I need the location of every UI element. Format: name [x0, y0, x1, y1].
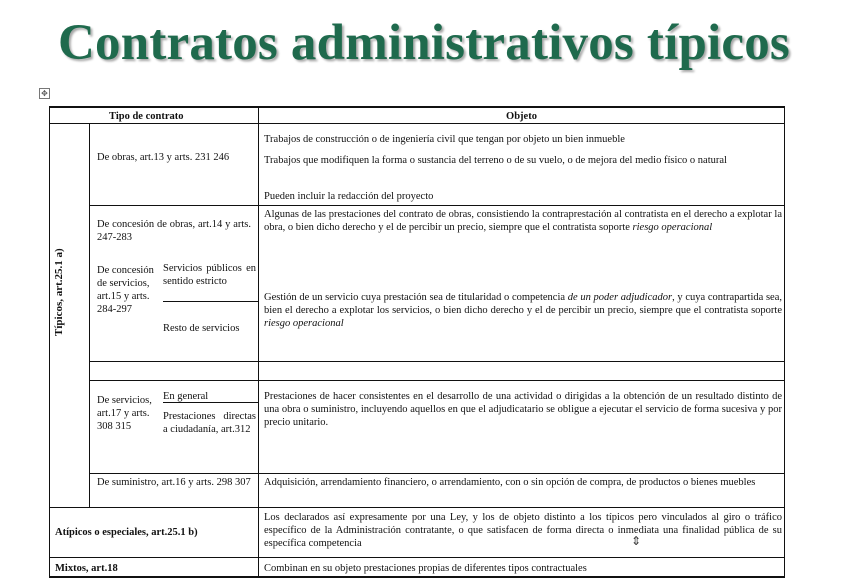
resto-servicios-label: Resto de servicios — [163, 323, 240, 334]
concesion-servicios-objeto: Gestión de un servicio cuya prestación sea de titularidad o competencia de un poder adjudicador, y cuya contrapartida sea, bien el derecho a explotar los servicios, o bien dicho derecho y el de percibir un precio, siempre que el contratista soporte riesgo operacional — [264, 292, 782, 329]
concesion-obras-label: De concesión de obras, art.14 y arts. 247-283 — [97, 219, 251, 243]
suministro-objeto: Adquisición, arrendamiento financiero, o arrendamiento, con o sin opción de compra, de productos o bienes muebles — [264, 477, 756, 488]
header-objeto: Objeto — [506, 111, 537, 122]
tipicos-label: Típicos, art.25.1 a) — [53, 248, 65, 336]
servicios-objeto: Prestaciones de hacer consistentes en el desarrollo de una actividad o dirigidas a la obtención de un resultado distinto de una obra o suministro, incluyendo aquellos en que el adjudicatario se obligue a ejecutar el servicio de forma sucesiva y por precio unitario. — [264, 391, 782, 428]
concesion-servicios-label: De concesión de servicios, art.15 y arts. 284-297 — [97, 265, 154, 315]
obras-label: De obras, art.13 y arts. 231 246 — [97, 152, 230, 163]
obras-objeto-1: Trabajos de construcción o de ingeniería civil que tengan por objeto un bien inmueble — [264, 134, 625, 145]
contracts-table — [49, 106, 785, 577]
header-tipo-contrato: Tipo de contrato — [109, 111, 184, 122]
mixtos-objeto: Combinan en su objeto prestaciones propias de diferentes tipos contractuales — [264, 563, 587, 574]
mixtos-label: Mixtos, art.18 — [55, 563, 118, 574]
servicios-label: De servicios, art.17 y arts. 308 315 — [97, 395, 152, 432]
page-title: Contratos administrativos típicos — [58, 15, 790, 71]
obras-objeto-2: Trabajos que modifiquen la forma o sustancia del terreno o de su vuelo, o de mejora del medio físico o natural — [264, 155, 727, 166]
servicios-publicos-label: Servicios públicos en sentido estricto — [163, 263, 256, 287]
atipicos-objeto: Los declarados así expresamente por una Ley, y los de objeto distinto a los típicos pero vinculados al giro o tráfico específico de la Administración contratante, o que satisfacen de forma directa o inmediata una finalidad pública de su específica competencia — [264, 512, 782, 549]
pointer-cursor-icon: ⇕ — [631, 534, 642, 548]
atipicos-label: Atípicos o especiales, art.25.1 b) — [55, 527, 198, 538]
suministro-label: De suministro, art.16 y arts. 298 307 — [97, 477, 251, 488]
obras-objeto-3: Pueden incluir la redacción del proyecto — [264, 191, 434, 202]
table-move-handle-icon[interactable]: ✥ — [39, 88, 50, 99]
concesion-obras-objeto: Algunas de las prestaciones del contrato de obras, consistiendo la contraprestación al contratista en el derecho a explotar la obra, o bien dicho derecho y el de percibir un precio, siempre que el contratista soporte riesgo operacional — [264, 209, 782, 233]
prestaciones-directas-label: Prestaciones directas a ciudadanía, art.312 — [163, 411, 256, 435]
en-general-label: En general — [163, 391, 209, 402]
